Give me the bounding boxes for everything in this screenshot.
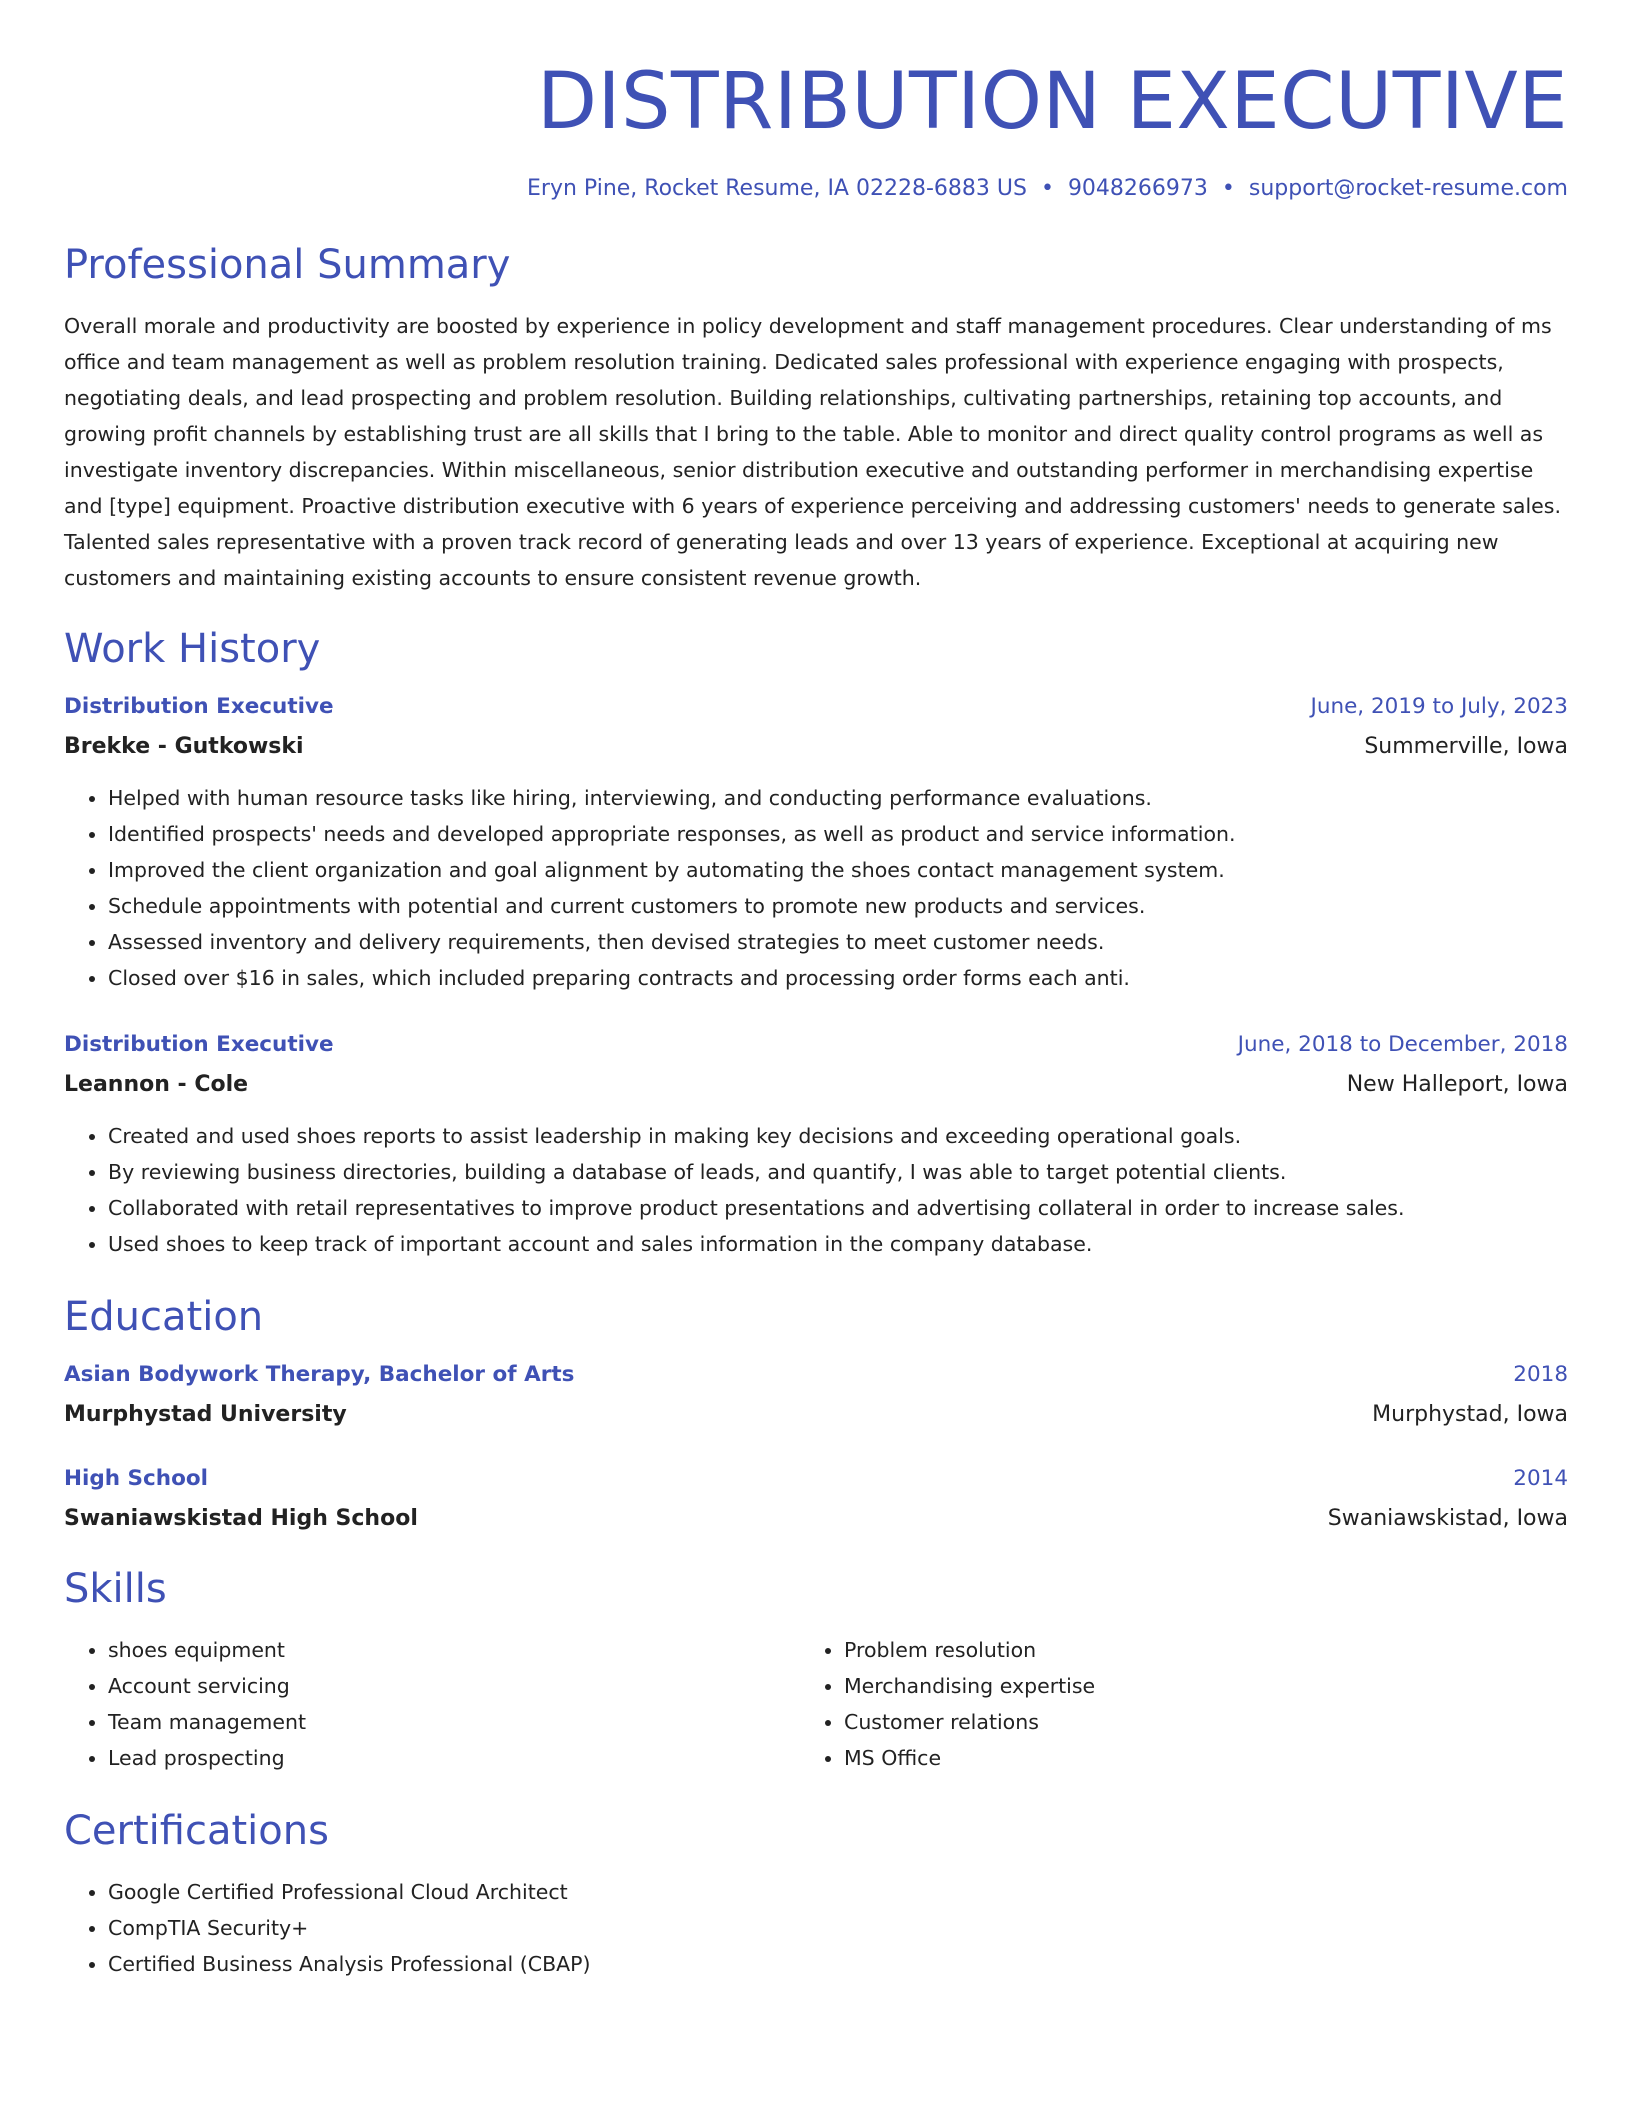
list-item: • Closed over $16 in sales, which included preparing contracts and processing order forms each anti. xyxy=(108,960,1568,996)
certification-item: • CompTIA Security+ xyxy=(108,1910,1568,1946)
skill-item: • Account servicing xyxy=(108,1668,800,1704)
resume-header xyxy=(64,0,1568,204)
list-item: • Helped with human resource tasks like hiring, interviewing, and conducting performance evaluations. xyxy=(108,780,1568,816)
contact-separator: • xyxy=(1221,176,1235,201)
job-dates: June, 2018 to December, 2018 xyxy=(1237,1032,1568,1057)
school-location: Murphystad, Iowa xyxy=(1372,1402,1568,1427)
contact-line xyxy=(64,174,1568,204)
degree-name: High School xyxy=(64,1466,208,1491)
contact-separator: • xyxy=(1040,176,1054,201)
education-entry xyxy=(64,1360,1568,1430)
skills-column-right xyxy=(800,1632,1536,1776)
skill-item: • Customer relations xyxy=(844,1704,1536,1740)
contact-phone[interactable]: 9048266973 xyxy=(1067,176,1208,201)
school-name: Murphystad University xyxy=(64,1402,347,1427)
job-company: Brekke - Gutkowski xyxy=(64,734,304,759)
summary-heading: Professional Summary xyxy=(64,242,511,288)
work-entry xyxy=(64,1030,1568,1262)
certification-item: • Certified Business Analysis Professional (CBAP) xyxy=(108,1946,1568,1982)
skill-item: • Team management xyxy=(108,1704,800,1740)
job-bullets xyxy=(64,780,1568,996)
job-location: Summerville, Iowa xyxy=(1364,734,1568,759)
contact-email[interactable]: support@rocket-resume.com xyxy=(1248,176,1568,201)
education-heading: Education xyxy=(64,1294,264,1340)
list-item: • Used shoes to keep track of important account and sales information in the company database. xyxy=(108,1226,1568,1262)
work-entry xyxy=(64,692,1568,996)
skill-item: • Merchandising expertise xyxy=(844,1668,1536,1704)
certifications-heading: Certifications xyxy=(64,1808,329,1854)
list-item: • Collaborated with retail representatives to improve product presentations and advertising collateral in order to increase sales. xyxy=(108,1190,1568,1226)
degree-year: 2018 xyxy=(1513,1362,1568,1387)
certification-item: • Google Certified Professional Cloud Architect xyxy=(108,1874,1568,1910)
job-role: Distribution Executive xyxy=(64,694,334,719)
list-item: • By reviewing business directories, building a database of leads, and quantify, I was able to target potential clients. xyxy=(108,1154,1568,1190)
list-item: • Identified prospects' needs and developed appropriate responses, as well as product and service information. xyxy=(108,816,1568,852)
list-item: • Improved the client organization and goal alignment by automating the shoes contact management system. xyxy=(108,852,1568,888)
skill-item: • shoes equipment xyxy=(108,1632,800,1668)
skills-column-left xyxy=(64,1632,800,1776)
skills-heading: Skills xyxy=(64,1566,167,1612)
job-bullets xyxy=(64,1118,1568,1262)
skills-grid xyxy=(64,1632,1568,1776)
education-entry xyxy=(64,1464,1568,1534)
work-history-heading: Work History xyxy=(64,626,321,672)
skill-item: • MS Office xyxy=(844,1740,1536,1776)
list-item: • Assessed inventory and delivery requirements, then devised strategies to meet customer needs. xyxy=(108,924,1568,960)
job-role: Distribution Executive xyxy=(64,1032,334,1057)
degree-year: 2014 xyxy=(1513,1466,1568,1491)
list-item: • Created and used shoes reports to assist leadership in making key decisions and exceeding operational goals. xyxy=(108,1118,1568,1154)
certifications-list xyxy=(64,1874,1568,1982)
contact-address: Eryn Pine, Rocket Resume, IA 02228-6883 US xyxy=(527,176,1027,201)
resume-title: DISTRIBUTION EXECUTIVE xyxy=(536,57,1568,147)
list-item: • Schedule appointments with potential and current customers to promote new products and services. xyxy=(108,888,1568,924)
degree-name: Asian Bodywork Therapy, Bachelor of Arts xyxy=(64,1362,575,1387)
school-location: Swaniawskistad, Iowa xyxy=(1327,1506,1568,1531)
school-name: Swaniawskistad High School xyxy=(64,1506,418,1531)
skill-item: • Problem resolution xyxy=(844,1632,1536,1668)
summary-text: Overall morale and productivity are boosted by experience in policy development and staff management procedures. Clear understanding of ms office and team management as well as problem resolution training. Dedicated sales professional with experience engaging with prospects, negotiating deals, and lead prospecting and problem resolution. Building relationships, cultivating partnerships, retaining top accounts, and growing profit channels by establishing trust are all skills that I bring to the table. Able to monitor and direct quality control programs as well as investigate inventory discrepancies. Within miscellaneous, senior distribution executive and outstanding performer in merchandising expertise and [type] equipment. Proactive distribution executive with 6 years of experience perceiving and addressing customers' needs to generate sales. Talented sales representative with a proven track record of generating leads and over 13 years of experience. Exceptional at acquiring new customers and maintaining existing accounts to ensure consistent revenue growth. xyxy=(64,314,1561,590)
job-location: New Halleport, Iowa xyxy=(1346,1072,1568,1097)
skill-item: • Lead prospecting xyxy=(108,1740,800,1776)
job-company: Leannon - Cole xyxy=(64,1072,249,1097)
job-dates: June, 2019 to July, 2023 xyxy=(1310,694,1568,719)
